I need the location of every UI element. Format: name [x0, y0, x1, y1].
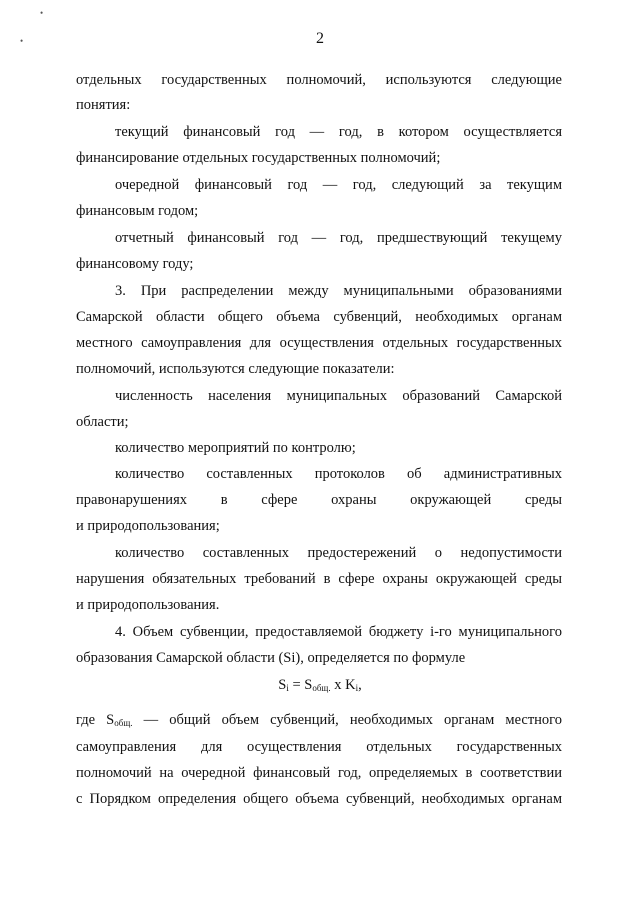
scan-mark: • — [40, 8, 44, 18]
text-line: и природопользования. — [76, 597, 220, 613]
text-line: количество составленных протоколов об административных — [115, 466, 562, 482]
text-line: 3. При распределении между муниципальными образованиями — [115, 283, 562, 299]
text-line: отчетный финансовый год — год, предшествующий текущему — [115, 230, 562, 246]
text-line: численность населения муниципальных образований Самарской — [115, 388, 562, 404]
text-line: очередной финансовый год — год, следующий за текущим — [115, 177, 562, 193]
text-line: финансирование отдельных государственных полномочий; — [76, 150, 441, 166]
text-line: финансовому году; — [76, 256, 194, 272]
scan-mark: • — [20, 36, 24, 46]
text-line: с Порядком определения общего объема субвенций, необходимых органам — [76, 791, 562, 807]
text-line: Самарской области общего объема субвенций, необходимых органам — [76, 309, 562, 325]
text-line: самоуправления для осуществления отдельных государственных — [76, 739, 562, 755]
text-line: полномочий на очередной финансовый год, определяемых в соответствии — [76, 765, 562, 781]
text-line: отдельных государственных полномочий, используются следующие — [76, 72, 562, 88]
text-line: и природопользования; — [76, 518, 220, 534]
page-number: 2 — [316, 30, 324, 47]
text-line: количество составленных предостережений о недопустимости — [115, 545, 562, 561]
text-line: полномочий, используются следующие показатели: — [76, 361, 395, 377]
text-line: нарушения обязательных требований в сфере охраны окружающей среды — [76, 571, 562, 587]
where-line: где $S_{общ.}$ — общий объем субвенций, необходимых органам местного — [76, 712, 563, 728]
text-line: образования Самарской области (Si), определяется по формуле — [76, 650, 466, 666]
formula: $S_i = S_{общ.}$ x $K_i$, — [278, 677, 362, 693]
text-line: правонарушениях в сфере охраны окружающей среды — [76, 492, 562, 508]
text-line: области; — [76, 414, 129, 430]
text-line: количество мероприятий по контролю; — [115, 440, 356, 456]
text-line: 4. Объем субвенции, предоставляемой бюджету i-го муниципального — [115, 624, 562, 640]
text-line: финансовым годом; — [76, 203, 199, 219]
text-line: местного самоуправления для осуществления отдельных государственных — [76, 335, 562, 351]
text-line: текущий финансовый год — год, в котором осуществляется — [115, 124, 562, 140]
text-line: понятия: — [76, 97, 131, 113]
